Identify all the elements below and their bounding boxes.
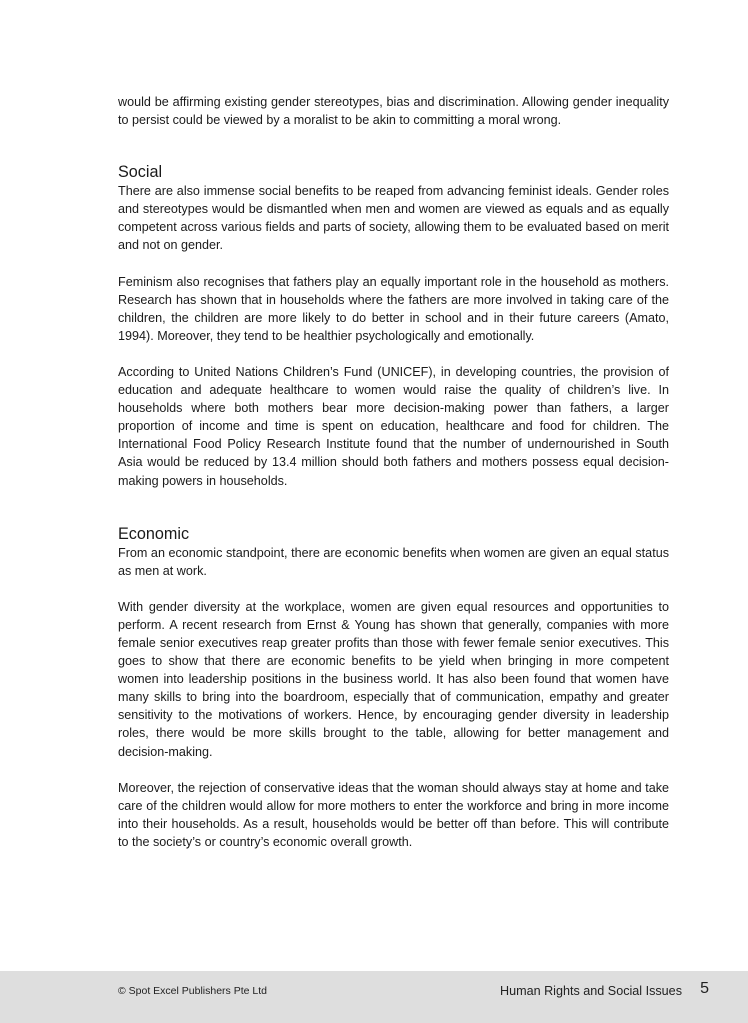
footer-copyright: © Spot Excel Publishers Pte Ltd xyxy=(118,985,267,997)
page-footer xyxy=(0,971,748,1023)
paragraph-economic-2: With gender diversity at the workplace, women are given equal resources and opportunities to perform. A recent research from Ernst & Young has shown that generally, companies with more female senior executives reap greater profits than those with fewer female senior executives. This goes to show that there are economic benefits to be yield when bringing in more competent women into leadership positions in the business world. It has also been found that women have many skills to bring into the boardroom, especially that of communication, empathy and greater sensitivity to the motivations of workers. Hence, by encouraging gender diversity in leadership roles, there would be more skills brought to the table, allowing for better management and decision-making. xyxy=(118,599,669,759)
paragraph-social-3: According to United Nations Children’s Fund (UNICEF), in developing countries, the provision of education and adequate healthcare to women would raise the quality of children’s live. In households where both mothers bear more decision-making power than fathers, a larger proportion of income and time is spent on education, healthcare and food for children. The International Food Policy Research Institute found that the number of undernourished in South Asia would be reduced by 13.4 million should both fathers and mothers possess equal decision-making powers in households. xyxy=(118,364,669,488)
section-heading-economic: Economic xyxy=(118,524,190,543)
paragraph-social-2: Feminism also recognises that fathers play an equally important role in the household as mothers. Research has shown that in households where the fathers are more involved in taking care of the children, the children are more likely to do better in school and in their future careers (Amato, 1994). Moreover, they tend to be healthier psychologically and emotionally. xyxy=(118,274,669,343)
page-content xyxy=(118,93,669,851)
footer-book-title: Human Rights and Social Issues xyxy=(499,984,682,998)
paragraph-intro: would be affirming existing gender stereotypes, bias and discrimination. Allowing gender inequality to persist could be viewed by a moralist to be akin to committing a moral wrong. xyxy=(118,95,669,128)
page-number: 5 xyxy=(700,980,709,997)
paragraph-social-1: There are also immense social benefits to be reaped from advancing feminist ideals. Gender roles and stereotypes would be dismantled when men and women are viewed as equals and as equally competent across various fields and parts of society, allowing them to be evaluated based on merit and not on gender. xyxy=(118,184,669,253)
paragraph-economic-1: From an economic standpoint, there are economic benefits when women are given an equal status as men at work. xyxy=(118,545,669,578)
paragraph-economic-3: Moreover, the rejection of conservative ideas that the woman should always stay at home and take care of the children would allow for more mothers to enter the workforce and bring in more income into their households. As a result, households would be better off than before. This will contribute to the society’s or country’s economic overall growth. xyxy=(118,780,669,849)
section-heading-social: Social xyxy=(118,163,163,182)
